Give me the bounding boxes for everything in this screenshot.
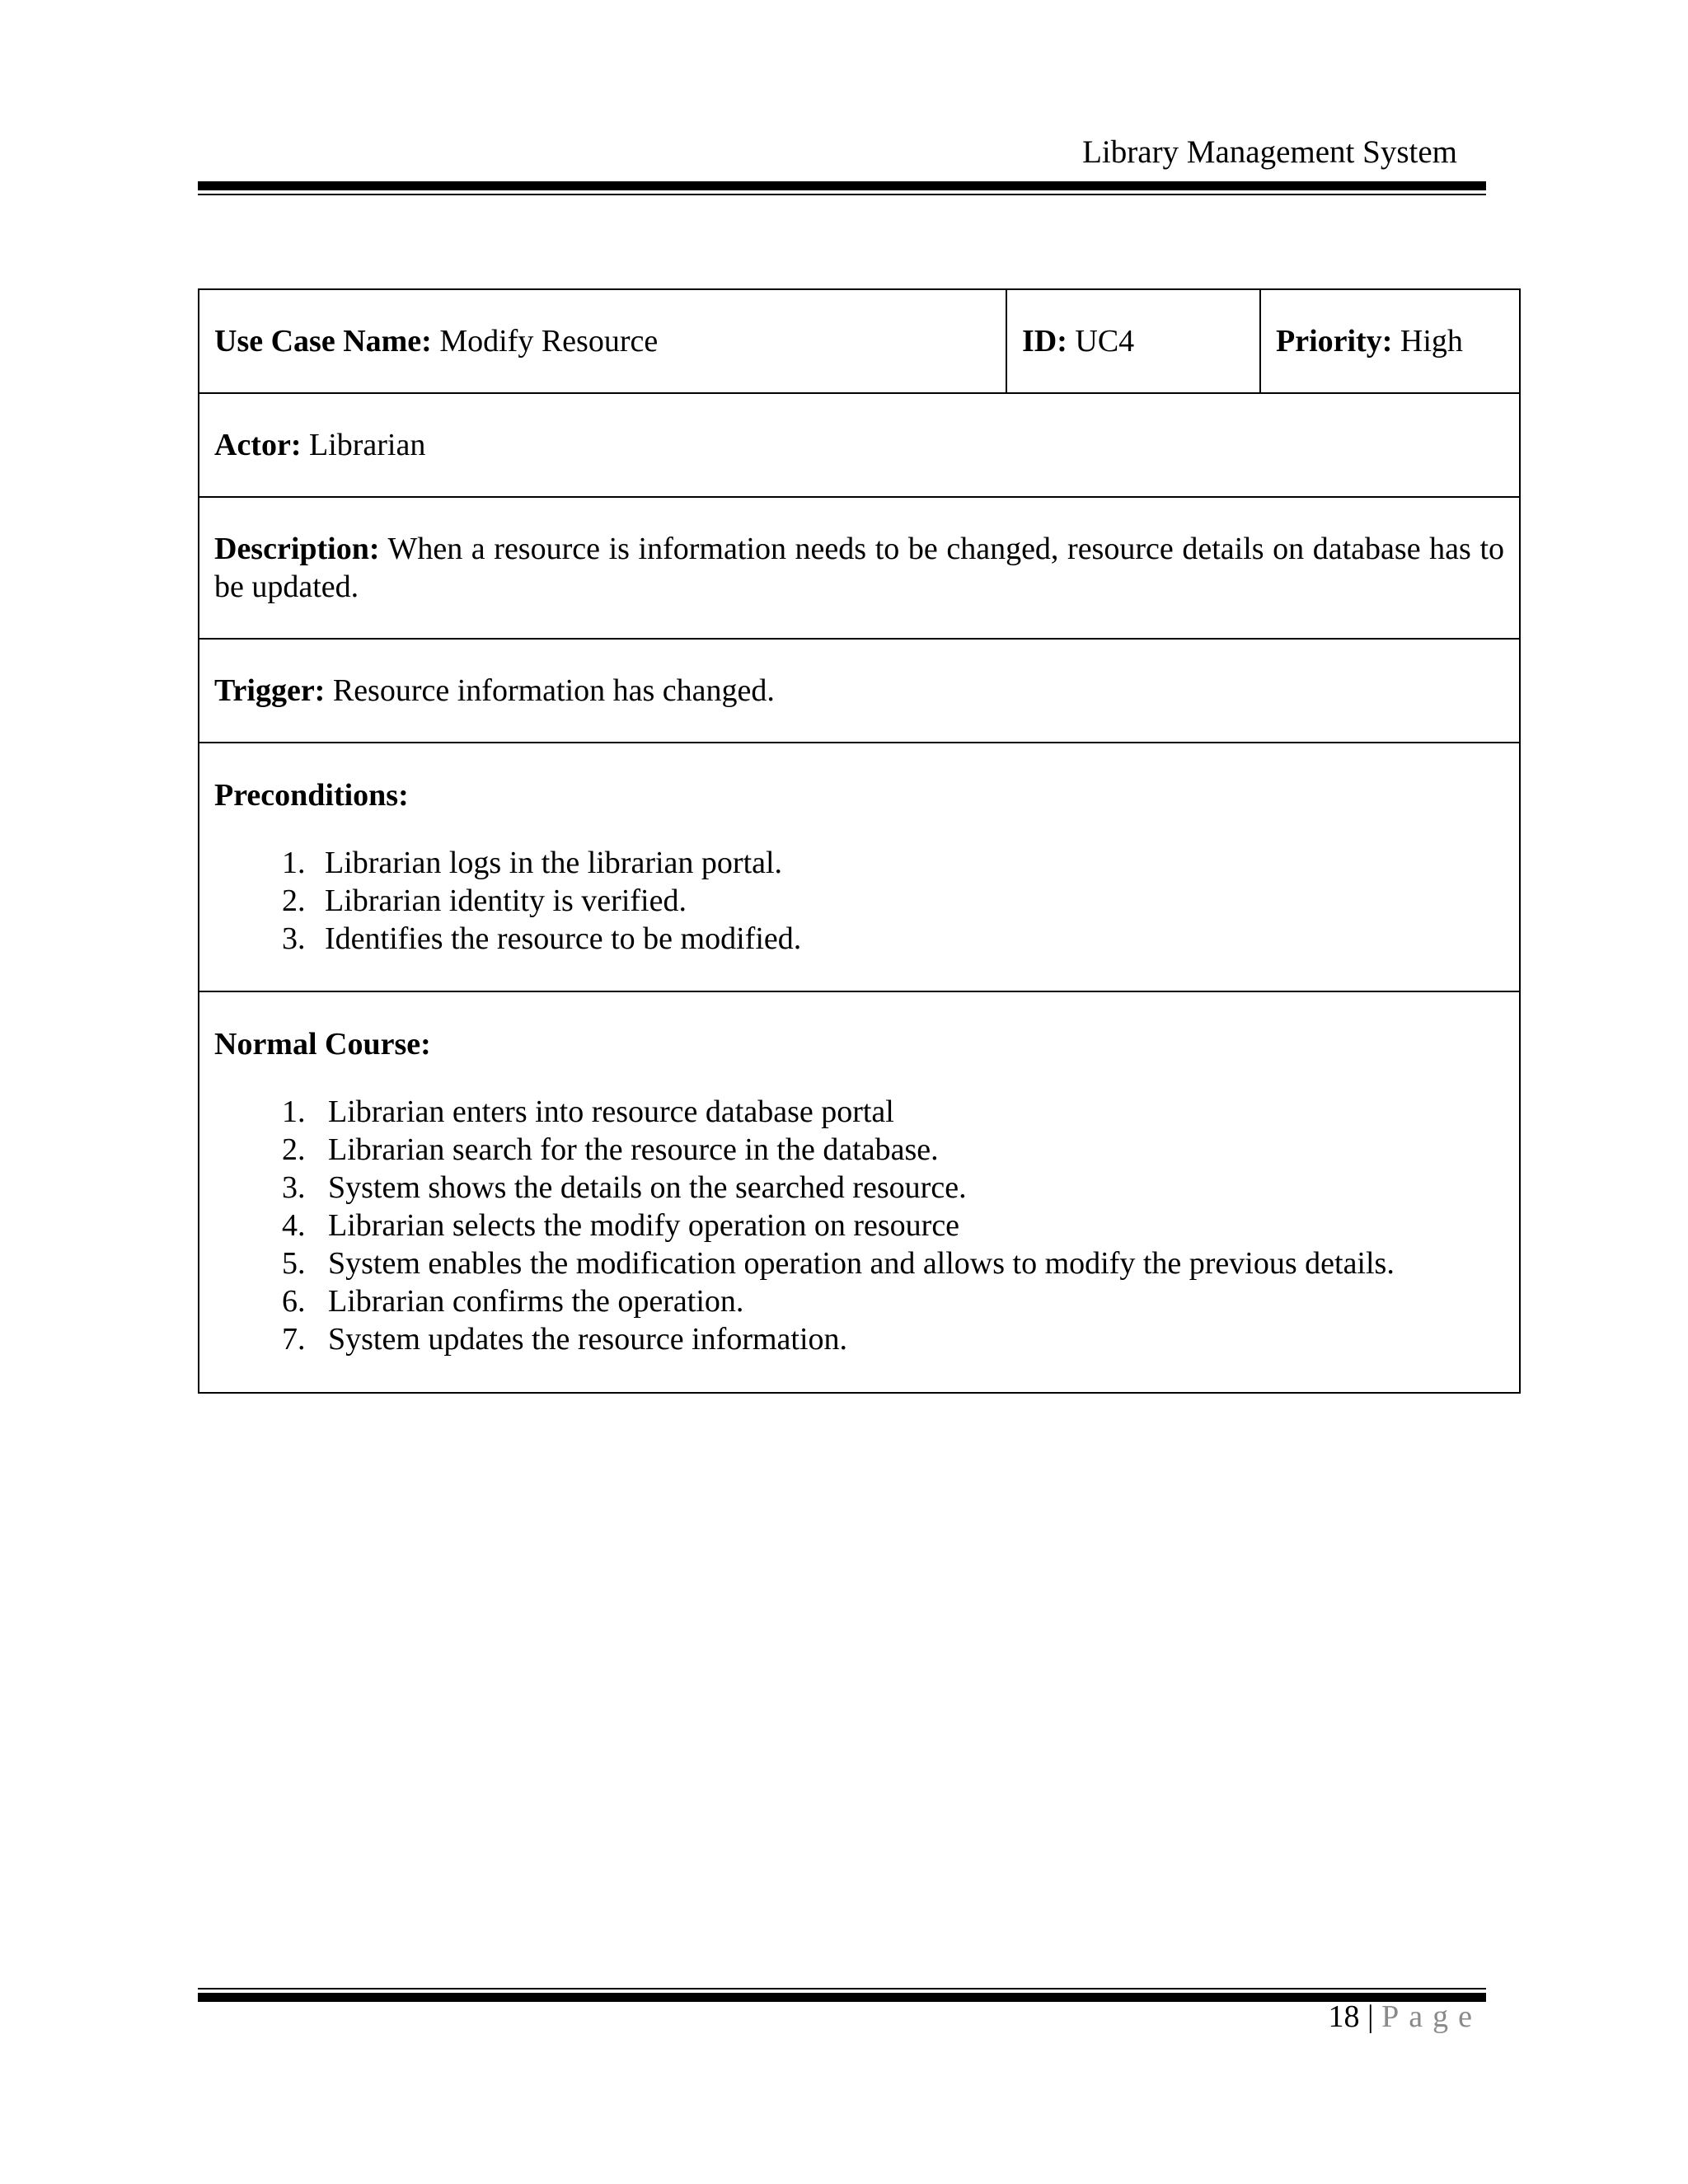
list-item: 3. System shows the details on the searched resource. [313, 1169, 1504, 1207]
normal-course-cell [199, 991, 1520, 1393]
header-rule [198, 181, 1486, 195]
actor-value: Librarian [308, 428, 426, 462]
description-row [199, 497, 1520, 639]
page-number-value: 18 [1328, 1999, 1360, 2034]
use-case-id-label: ID: [1022, 324, 1067, 359]
trigger-label: Trigger: [214, 673, 326, 708]
trigger-row [199, 639, 1520, 743]
list-item: 4. Librarian selects the modify operation on resource [313, 1207, 1504, 1244]
actor-label: Actor: [214, 428, 302, 462]
use-case-name-label: Use Case Name: [214, 324, 432, 359]
list-item: 7. System updates the resource information. [313, 1320, 1504, 1358]
page-number [1329, 1999, 1482, 2036]
list-item: 1. Librarian logs in the librarian portal. [313, 844, 1504, 882]
running-header-title: Library Management System [1082, 134, 1457, 170]
preconditions-list [214, 844, 1504, 958]
description-label: Description: [214, 532, 380, 566]
use-case-table [198, 288, 1521, 1394]
use-case-header-row [199, 289, 1520, 393]
use-case-id-cell [1006, 289, 1260, 393]
description-value: When a resource is information needs to be changed, resource details on database has to be updated. [214, 532, 1504, 604]
footer-rule [198, 1988, 1486, 2002]
trigger-cell [199, 639, 1520, 743]
use-case-priority-cell [1260, 289, 1520, 393]
use-case-name-cell [199, 289, 1006, 393]
use-case-name-value: Modify Resource [439, 324, 659, 359]
list-item: 2. Librarian identity is verified. [313, 882, 1504, 920]
list-item: 5. System enables the modification operation and allows to modify the previous details. [313, 1244, 1504, 1282]
actor-row [199, 393, 1520, 497]
preconditions-label: Preconditions: [214, 778, 409, 813]
description-cell [199, 497, 1520, 639]
normal-course-label: Normal Course: [214, 1027, 431, 1062]
normal-course-list [214, 1093, 1504, 1358]
use-case-priority-value: High [1400, 324, 1463, 359]
use-case-id-value: UC4 [1075, 324, 1135, 359]
normal-course-row [199, 991, 1520, 1393]
list-item: 1. Librarian enters into resource database portal [313, 1093, 1504, 1131]
trigger-value: Resource information has changed. [332, 673, 775, 708]
list-item: 3. Identifies the resource to be modified. [313, 920, 1504, 958]
preconditions-row [199, 743, 1520, 991]
list-item: 2. Librarian search for the resource in the database. [313, 1131, 1504, 1169]
use-case-priority-label: Priority: [1276, 324, 1393, 359]
actor-cell [199, 393, 1520, 497]
preconditions-cell [199, 743, 1520, 991]
page-number-separator: | [1367, 1999, 1374, 2034]
list-item: 6. Librarian confirms the operation. [313, 1282, 1504, 1320]
page-word: Page [1381, 1999, 1482, 2034]
